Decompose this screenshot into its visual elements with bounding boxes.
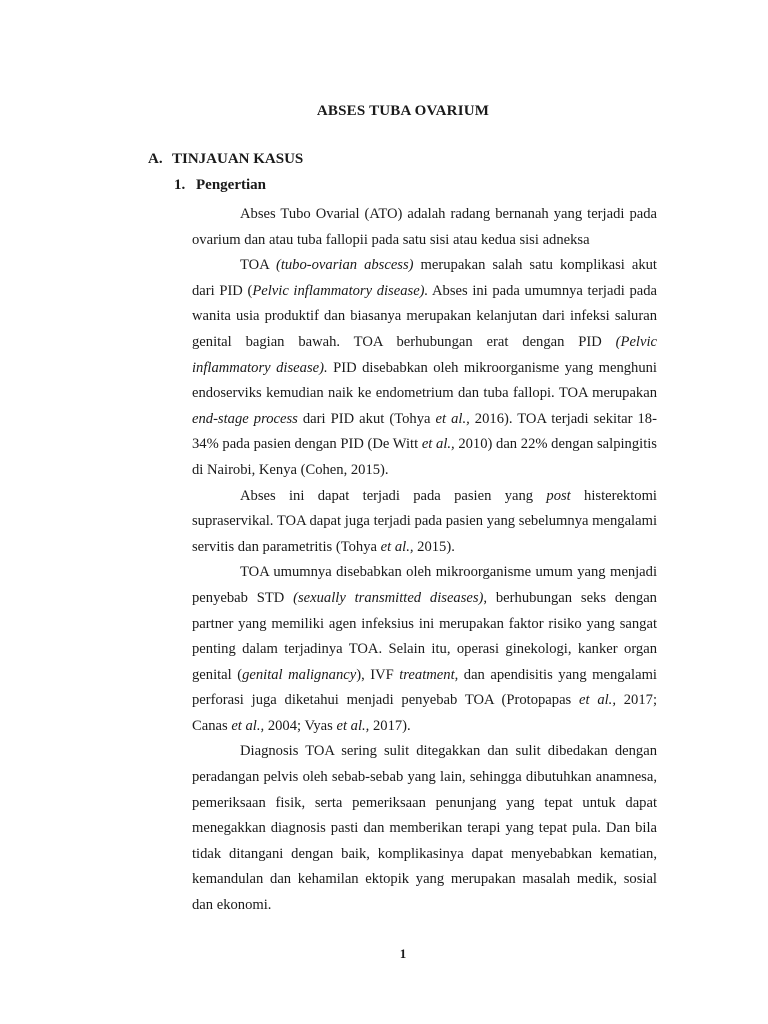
section-heading [148,151,303,168]
paragraph-diagnosis [192,739,657,918]
text-run: Abses ini dapat terjadi pada pasien yang [240,487,547,504]
text-run: merupakan salah satu komplikasi akut dari PID ( [192,257,657,299]
text-run: 2016). TOA terjadi sekitar 18-34% pada pasien dengan PID (De Witt [192,410,657,453]
text-run: , dan apendisitis yang mengalami perforasi juga diketahui menjadi penyebab TOA (Protopapas [192,666,657,709]
italic-text: et al., [579,692,616,709]
italic-text: et al., [380,538,414,555]
paragraph-definition [192,202,657,253]
text-run: PID disebabkan oleh mikroorganisme yang menghuni endoserviks kemudian naik ke endometrium dan tuba fallopi. TOA merupakan [192,359,657,402]
text-run: histerektomi supraservikal. TOA dapat juga terjadi pada pasien yang sebelumnya mengalami servitis dan parametritis (Tohya [192,487,657,555]
italic-text: Pelvic inflammatory disease). [252,282,429,299]
text-run: Abses ini pada umumnya terjadi pada wanita usia produktif dan biasanya merupakan kelanjutan dari infeksi saluran genital bagian bawah. TOA berhubungan erat dengan PID [192,282,657,350]
subsection-number: 1. [174,177,186,193]
italic-text: et al., [435,410,470,427]
text-run: dari PID akut (Tohya [297,410,436,427]
page-number: 1 [399,946,407,961]
text-run: 2004; Vyas [264,717,337,734]
italic-text: et al., [336,717,370,734]
italic-text: treatment [399,666,455,683]
subsection-heading [174,177,266,194]
subsection-label: Pengertian [196,177,266,193]
document-body [192,202,657,919]
section-label: TINJAUAN KASUS [172,151,304,167]
text-run: Diagnosis TOA sering sulit ditegakkan dan sulit dibedakan dengan peradangan pelvis oleh sebab-sebab yang lain, sehingga dibutuhkan anamnesa, pemeriksaan fisik, serta pemeriksaan penunjang yang tepat untuk dapat menegakkan diagnosis pasti dan memberikan terapi yang tepat pula. Dan bila tidak ditangani dengan baik, komplikasinya dapat menyebabkan kematian, kemandulan dan kehamilan ektopik yang merupakan masalah medik, sosial dan ekonomi. [192,743,657,914]
section-number: A. [148,151,163,167]
italic-text: (tubo-ovarian abscess) [275,257,414,274]
paragraph-toa-pid [192,253,657,483]
italic-text: (Pelvic inflammatory disease). [192,333,657,376]
text-run: TOA [240,257,276,274]
text-run: 2017). [369,717,411,734]
italic-text: post [546,487,571,504]
paragraph-post-hysterectomy [192,484,657,561]
text-run: , berhubungan seks dengan partner yang memiliki agen infeksius ini merupakan faktor risiko yang sangat penting dalam terjadinya TOA. Selain itu, operasi ginekologi, kanker organ genital ( [192,589,657,683]
text-run: 2010) dan 22% dengan salpingitis di Nairobi, Kenya (Cohen, 2015). [192,436,657,478]
italic-text: genital malignancy [242,666,357,683]
paragraph-causes [192,560,657,739]
italic-text: et al., [231,717,265,734]
italic-text: (sexually transmitted diseases) [293,589,484,606]
document-title: ABSES TUBA OVARIUM [316,103,490,119]
text-run: TOA umumnya disebabkan oleh mikroorganisme umum yang menjadi penyebab STD [192,564,657,606]
text-run: ), IVF [356,666,400,683]
italic-text: et al., [421,436,455,453]
text-run: 2017; Canas [192,692,657,734]
text-run: Abses Tubo Ovarial (ATO) adalah radang bernanah yang terjadi pada ovarium dan atau tuba fallopii pada satu sisi atau kedua sisi adneksa [192,206,657,248]
italic-text: end-stage process [192,410,298,427]
text-run: 2015). [413,538,455,555]
